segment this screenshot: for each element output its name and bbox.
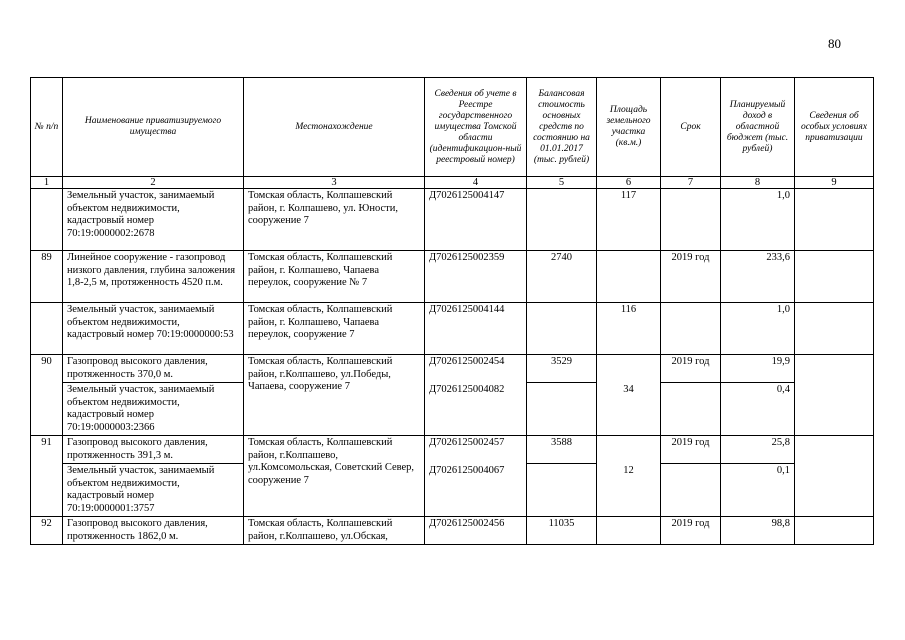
row-income: 1,0	[721, 303, 795, 355]
row-num	[31, 189, 63, 251]
row-income: 19,9	[721, 355, 795, 383]
row-location: Томская область, Колпашевский район, г.Колпашево, ул.Обская,	[244, 517, 425, 545]
row-term	[661, 383, 721, 436]
header-area: Площадь земельного участка (кв.м.)	[597, 78, 661, 177]
table-row	[31, 251, 874, 303]
row-area: 12	[597, 464, 661, 517]
row-balance	[527, 464, 597, 517]
row-balance: 2740	[527, 251, 597, 303]
header-num: № п/п	[31, 78, 63, 177]
header-row	[31, 78, 874, 177]
row-registry: Д7026125004144	[425, 303, 527, 355]
row-num	[31, 303, 63, 355]
row-location: Томская область, Колпашевский район, г. Колпашево, Чапаева переулок, сооружение 7	[244, 303, 425, 355]
row-name: Земельный участок, занимаемый объектом недвижимости, кадастровый номер 70:19:0000002:2678	[63, 189, 244, 251]
column-number: 1	[31, 177, 63, 189]
row-term	[661, 303, 721, 355]
header-registry: Сведения об учете в Реестре государственного имущества Томской области (идентификацион-ный реестровый номер)	[425, 78, 527, 177]
row-registry: Д7026125002457	[425, 436, 527, 464]
column-number: 3	[244, 177, 425, 189]
row-balance	[527, 303, 597, 355]
page-number: 80	[828, 36, 841, 51]
row-registry: Д7026125002359	[425, 251, 527, 303]
row-location: Томская область, Колпашевский район, г.Колпашево, ул.Победы, Чапаева, сооружение 7	[244, 355, 425, 436]
row-term	[661, 189, 721, 251]
row-location: Томская область, Колпашевский район, г.Колпашево, ул.Комсомольская, Советский Север, сооружение 7	[244, 436, 425, 517]
header-term: Срок	[661, 78, 721, 177]
row-registry: Д7026125004067	[425, 464, 527, 517]
header-name: Наименование приватизируемого имущества	[63, 78, 244, 177]
header-income: Планируемый доход в областной бюджет (тыс. рублей)	[721, 78, 795, 177]
row-area: 34	[597, 383, 661, 436]
column-number: 2	[63, 177, 244, 189]
row-name: Земельный участок, занимаемый объектом недвижимости, кадастровый номер 70:19:0000000:53	[63, 303, 244, 355]
table-row	[31, 383, 874, 436]
row-term: 2019 год	[661, 436, 721, 464]
row-num: 89	[31, 251, 63, 303]
row-area	[597, 355, 661, 383]
column-number: 5	[527, 177, 597, 189]
column-number: 9	[795, 177, 874, 189]
row-area	[597, 517, 661, 545]
row-term: 2019 год	[661, 251, 721, 303]
row-special	[795, 383, 874, 436]
column-number: 7	[661, 177, 721, 189]
row-registry: Д7026125004147	[425, 189, 527, 251]
row-name: Газопровод высокого давления, протяженность 370,0 м.	[63, 355, 244, 383]
row-registry: Д7026125004082	[425, 383, 527, 436]
row-registry: Д7026125002456	[425, 517, 527, 545]
row-num	[31, 383, 63, 436]
row-area	[597, 436, 661, 464]
row-special	[795, 355, 874, 383]
row-special	[795, 436, 874, 464]
row-num: 91	[31, 436, 63, 464]
row-income: 25,8	[721, 436, 795, 464]
row-name: Земельный участок, занимаемый объектом недвижимости, кадастровый номер 70:19:0000001:3757	[63, 464, 244, 517]
row-term: 2019 год	[661, 517, 721, 545]
row-balance	[527, 189, 597, 251]
row-name: Линейное сооружение - газопровод низкого давления, глубина заложения 1,8-2,5 м, протяженность 4520 п.м.	[63, 251, 244, 303]
table-row	[31, 436, 874, 464]
row-income: 98,8	[721, 517, 795, 545]
header-balance: Балансовая стоимость основных средств по состоянию на 01.01.2017 (тыс. рублей)	[527, 78, 597, 177]
table-row	[31, 303, 874, 355]
row-registry: Д7026125002454	[425, 355, 527, 383]
column-number: 8	[721, 177, 795, 189]
row-special	[795, 517, 874, 545]
row-location: Томская область, Колпашевский район, г. Колпашево, ул. Юности, сооружение 7	[244, 189, 425, 251]
table-row	[31, 517, 874, 545]
row-special	[795, 189, 874, 251]
row-location: Томская область, Колпашевский район, г. Колпашево, Чапаева переулок, сооружение № 7	[244, 251, 425, 303]
row-balance	[527, 383, 597, 436]
row-name: Земельный участок, занимаемый объектом недвижимости, кадастровый номер 70:19:0000003:2366	[63, 383, 244, 436]
header-location: Местонахождение	[244, 78, 425, 177]
row-balance: 3529	[527, 355, 597, 383]
row-special	[795, 251, 874, 303]
row-num: 90	[31, 355, 63, 383]
row-term	[661, 464, 721, 517]
row-income: 0,4	[721, 383, 795, 436]
column-number: 6	[597, 177, 661, 189]
row-income: 0,1	[721, 464, 795, 517]
row-area: 116	[597, 303, 661, 355]
row-balance: 3588	[527, 436, 597, 464]
row-area: 117	[597, 189, 661, 251]
row-term: 2019 год	[661, 355, 721, 383]
row-income: 233,6	[721, 251, 795, 303]
table-row	[31, 355, 874, 383]
row-special	[795, 303, 874, 355]
row-name: Газопровод высокого давления, протяженность 391,3 м.	[63, 436, 244, 464]
row-balance: 11035	[527, 517, 597, 545]
column-number: 4	[425, 177, 527, 189]
row-income: 1,0	[721, 189, 795, 251]
row-num	[31, 464, 63, 517]
privatization-table	[30, 77, 874, 545]
table-row	[31, 189, 874, 251]
header-special: Сведения об особых условиях приватизации	[795, 78, 874, 177]
column-number-row	[31, 177, 874, 189]
row-special	[795, 464, 874, 517]
table-row	[31, 464, 874, 517]
row-num: 92	[31, 517, 63, 545]
row-name: Газопровод высокого давления, протяженность 1862,0 м.	[63, 517, 244, 545]
row-area	[597, 251, 661, 303]
